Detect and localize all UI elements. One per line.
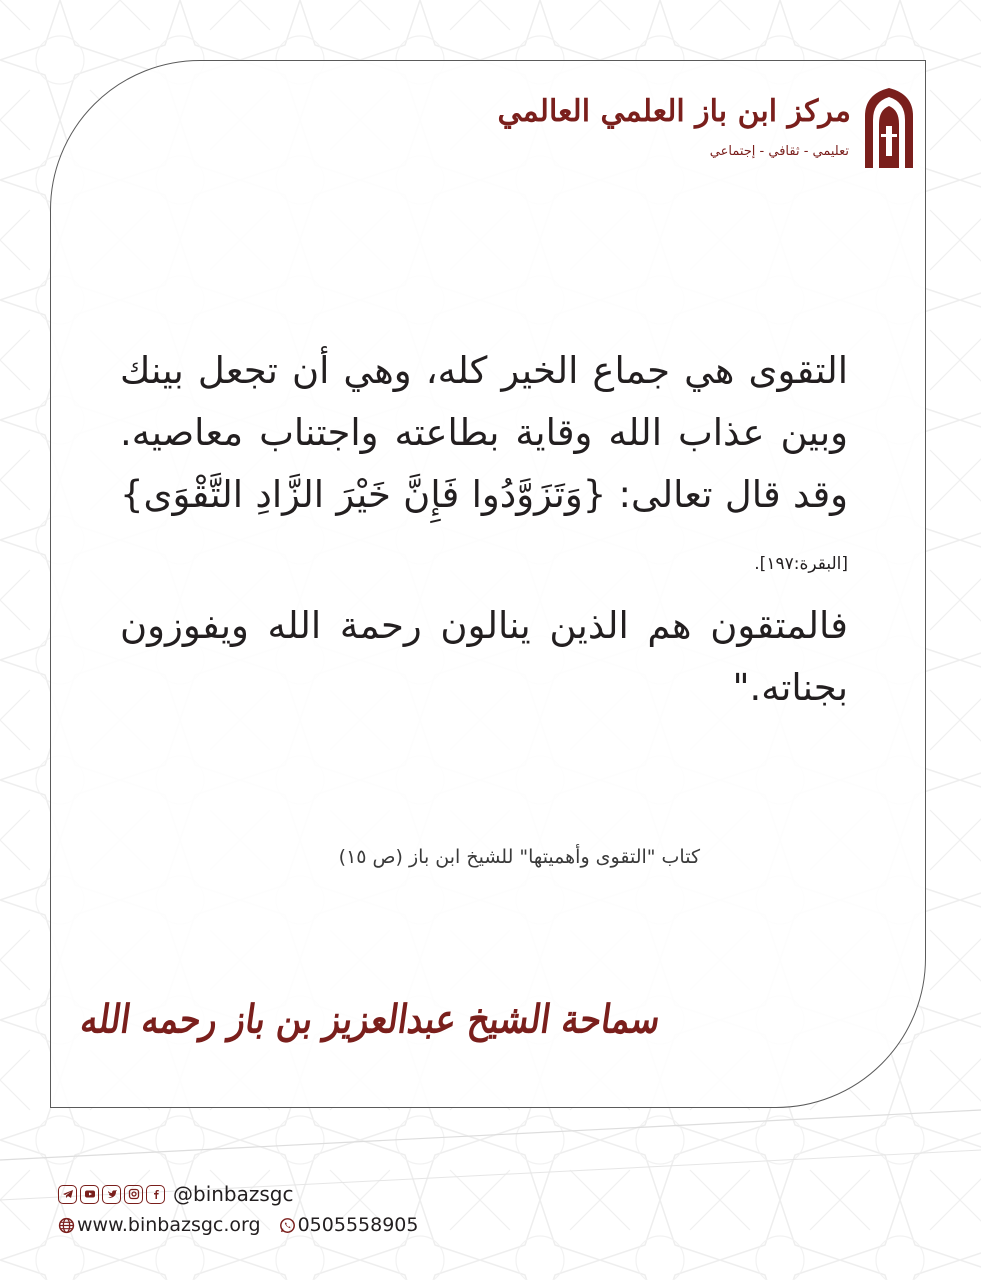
twitter-icon[interactable] [102,1185,121,1204]
signature-text: سماحة الشيخ عبدالعزيز بن باز رحمه الله [77,997,664,1043]
phone-number[interactable]: 0505558905 [297,1214,419,1236]
quote-text [120,340,848,719]
logo-title: مركز ابن باز العلمي العالمي [497,94,851,129]
mosque-arch-icon [859,86,919,168]
center-logo [497,86,919,176]
logo-subtitle: تعليمي - ثقافي - إجتماعي [709,144,849,159]
telegram-icon[interactable] [58,1185,77,1204]
globe-icon [58,1217,75,1234]
instagram-icon[interactable] [124,1185,143,1204]
footer-contacts [58,1180,418,1240]
website-link[interactable]: www.binbazsgc.org [77,1214,261,1236]
social-handle[interactable]: @binbazsgc [173,1182,294,1206]
facebook-icon[interactable] [146,1185,165,1204]
quote-part-1: التقوى هي جماع الخير كله، وهي أن تجعل بينك وبين عذاب الله وقاية بطاعته واجتناب معاصيه. وقد قال تعالى: {وَتَزَوَّدُوا فَإِنَّ خَيْرَ الزَّادِ التَّقْوَى} [120,349,848,516]
sheikh-signature [77,997,664,1070]
book-source: كتاب "التقوى وأهميتها" للشيخ ابن باز (ص ١٥) [338,846,700,868]
youtube-icon[interactable] [80,1185,99,1204]
social-links [58,1180,418,1208]
quote-part-2: فالمتقون هم الذين ينالون رحمة الله ويفوزون بجناته." [120,604,848,709]
whatsapp-icon [279,1217,296,1234]
contact-row [58,1210,418,1240]
quran-reference: [البقرة:١٩٧]. [754,554,848,574]
